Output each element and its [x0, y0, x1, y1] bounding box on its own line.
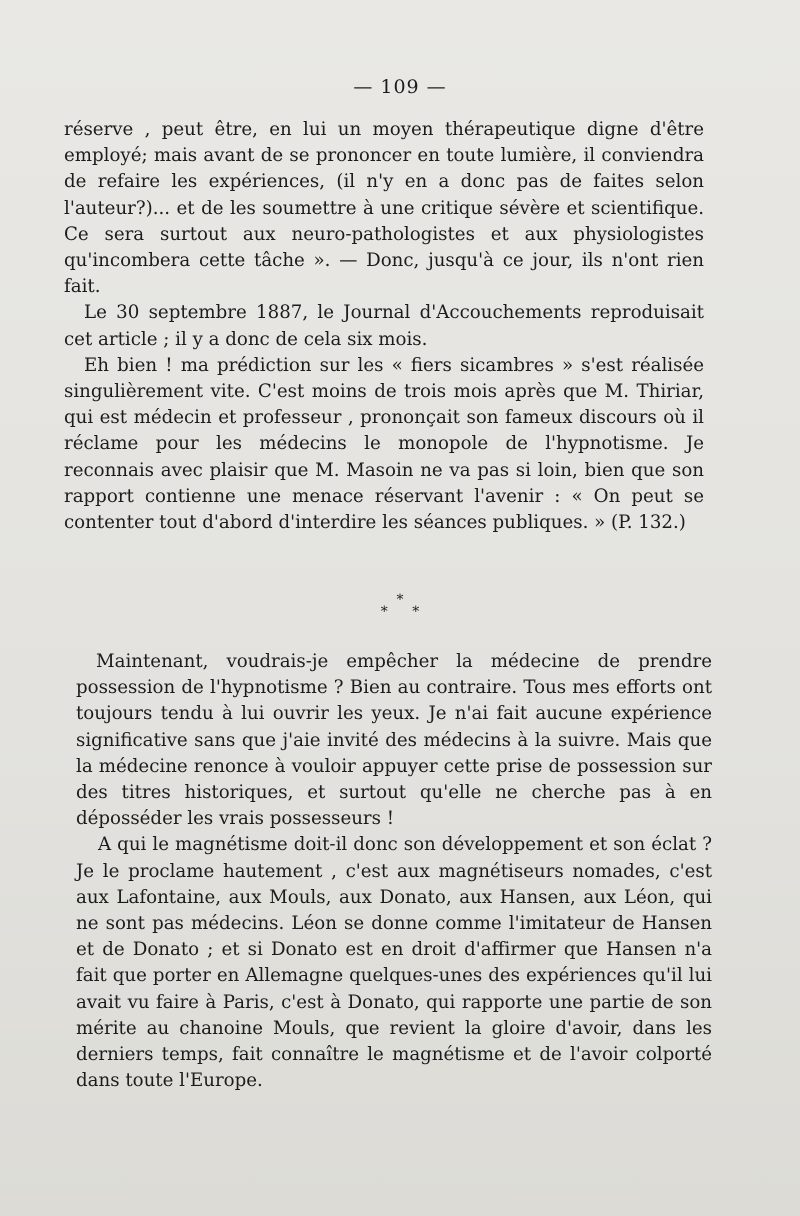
- paragraph-5: A qui le magnétisme doit-il donc son développement et son éclat ? Je le proclame hautement , c'est aux magnétiseurs nomades, c'est aux Lafontaine, aux Mouls, aux Donato, aux Hansen, aux Léon, qui ne sont pas médecins. Léon se donne comme l'imitateur de Hansen et de Donato ; et si Donato est en droit d'affirmer que Hansen n'a fait que porter en Allemagne quelques-unes des expériences qu'il lui avait vu faire à Paris, c'est à Donato, qui rapporte une partie de son mérite au chanoine Mouls, que revient la gloire d'avoir, dans les derniers temps, fait connaître le magnétisme et de l'avoir colporté dans toute l'Europe.: [76, 834, 712, 1092]
- text-block-top: [64, 117, 704, 536]
- paragraph-1: réserve , peut être, en lui un moyen thérapeutique digne d'être employé; mais avant de se prononcer en toute lumière, il conviendra de refaire les expériences, (il n'y en a donc pas de faites selon l'auteur?)... et de les soumettre à une critique sévère et scientifique. Ce sera surtout aux neuro-pathologistes et aux physiologistes qu'incombera cette tâche ». — Donc, jusqu'à ce jour, ils n'ont rien fait.: [64, 119, 704, 298]
- asterism-separator: [0, 594, 800, 618]
- paragraph-2: Le 30 septembre 1887, le Journal d'Accouchements reproduisait cet article ; il y a donc de cela six mois.: [64, 302, 704, 350]
- asterism-bottom: * *: [380, 604, 430, 620]
- asterism-top: *: [396, 592, 404, 608]
- text-block-bottom: [76, 649, 712, 1094]
- page-number: — 109 —: [353, 76, 447, 98]
- paragraph-4: Maintenant, voudrais-je empêcher la médecine de prendre possession de l'hypnotisme ? Bien au contraire. Tous mes efforts ont toujours tendu à lui ouvrir les yeux. Je n'ai fait aucune expérience significative sans que j'aie invité des médecins à la suivre. Mais que la médecine renonce à vouloir appuyer cette prise de possession sur des titres historiques, et surtout qu'elle ne cherche pas à en déposséder les vrais possesseurs !: [76, 651, 712, 830]
- paragraph-3: Eh bien ! ma prédiction sur les « fiers sicambres » s'est réalisée singulièrement vite. C'est moins de trois mois après que M. Thiriar, qui est médecin et professeur , prononçait son fameux discours où il réclame pour les médecins le monopole de l'hypnotisme. Je reconnais avec plaisir que M. Masoin ne va pas si loin, bien que son rapport contienne une menace réservant l'avenir : « On peut se contenter tout d'abord d'interdire les séances publiques. » (P. 132.): [64, 354, 704, 534]
